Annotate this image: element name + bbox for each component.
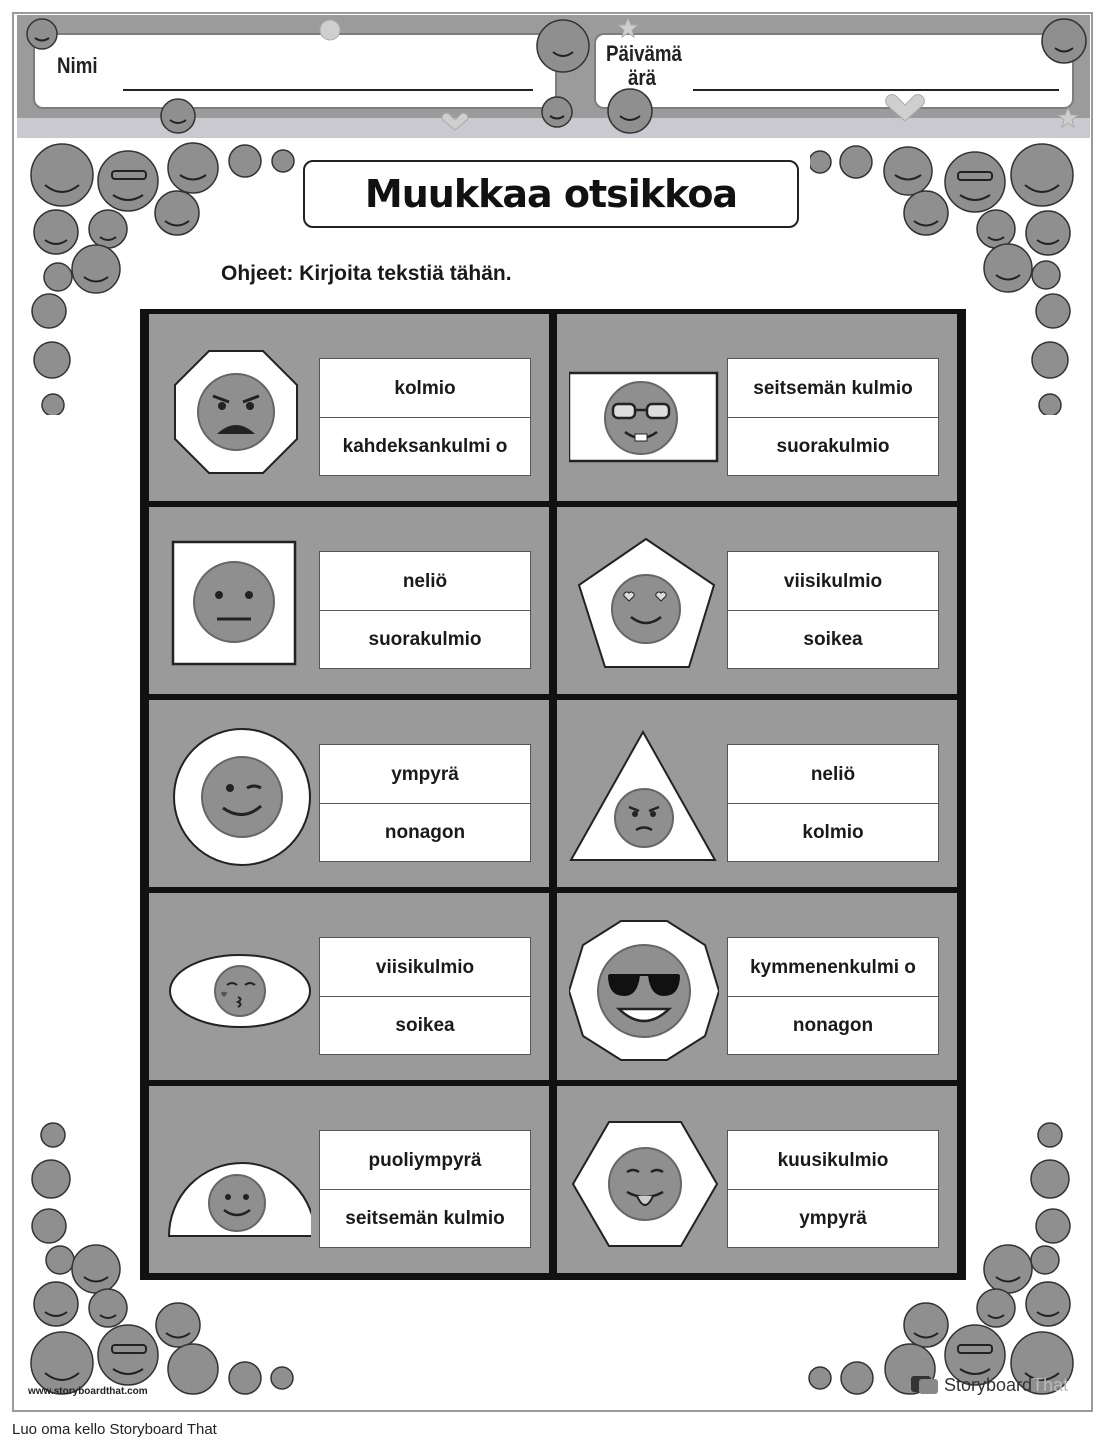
option-2[interactable]: suorakulmio: [320, 610, 530, 668]
sunglasses-face-icon: [34, 1282, 78, 1326]
answer-options: [319, 358, 531, 476]
shape-figure: [569, 915, 719, 1065]
sad-face-icon: [44, 263, 72, 291]
laughing-face-icon: [1011, 144, 1073, 206]
winking-face-icon: [984, 1245, 1032, 1293]
smiling-face-icon: [977, 1289, 1015, 1327]
shape-figure: [569, 1108, 719, 1258]
option-2[interactable]: ympyrä: [728, 1189, 938, 1247]
nerd-face-icon: [605, 382, 677, 454]
shape-figure: [161, 529, 311, 679]
winking-face-icon: [984, 244, 1032, 292]
card-square: [149, 507, 549, 694]
winking-face-icon: [202, 757, 282, 837]
title-box[interactable]: [303, 160, 799, 228]
name-label: Nimi: [57, 53, 98, 78]
answer-options: [727, 1130, 939, 1248]
card-hexagon: [557, 1086, 957, 1273]
nerd-face-icon: [608, 89, 652, 133]
answer-options: [319, 1130, 531, 1248]
kissing-face-icon: [1038, 1123, 1062, 1147]
heart-eyes-face-icon: [884, 147, 932, 195]
footer-url[interactable]: www.storyboardthat.com: [28, 1386, 148, 1397]
option-1[interactable]: kolmio: [394, 377, 456, 399]
sunglasses-face-icon: [598, 945, 690, 1037]
answer-options: [727, 358, 939, 476]
option-2[interactable]: soikea: [320, 996, 530, 1054]
storyboardthat-logo[interactable]: [910, 1374, 1068, 1396]
heart-eyes-face-icon: [168, 143, 218, 193]
kissing-face-icon: [32, 1160, 70, 1198]
option-1[interactable]: viisikulmio: [375, 956, 475, 978]
answer-options: [319, 937, 531, 1055]
shape-match-grid: [140, 309, 966, 1280]
surprised-face-icon: [32, 294, 66, 328]
smiling-face-icon: [89, 1289, 127, 1327]
option-1[interactable]: neliö: [810, 763, 856, 785]
sad-face-icon: [1031, 1246, 1059, 1274]
sunglasses-face-icon: [27, 19, 57, 49]
laughing-face-icon: [31, 1332, 93, 1394]
shape-figure: [161, 1108, 311, 1258]
shape-figure: [569, 722, 719, 872]
answer-options: [319, 551, 531, 669]
smiling-face-icon: [840, 146, 872, 178]
sad-face-icon: [46, 1246, 74, 1274]
grinning-face-icon: [904, 191, 948, 235]
shape-figure: [569, 336, 719, 486]
card-rectangle: [557, 314, 957, 501]
brand-faded: That: [1032, 1374, 1069, 1395]
winking-face-icon: [72, 245, 120, 293]
smiling-face-icon: [841, 1362, 873, 1394]
date-label-line2: ärä: [628, 65, 657, 90]
page-caption: Luo oma kello Storyboard That: [12, 1421, 217, 1438]
smiling-face-icon: [209, 1175, 265, 1231]
option-2[interactable]: kolmio: [728, 803, 938, 861]
speech-bubble-icon: [910, 1374, 940, 1396]
neutral-face-icon: [271, 1367, 293, 1389]
neutral-face-icon: [810, 151, 831, 173]
card-semicircle: [149, 1086, 549, 1273]
smiling-face-icon: [977, 210, 1015, 248]
kissing-face-icon: [42, 394, 64, 415]
heart-eyes-face-icon: [1042, 19, 1086, 63]
smiling-face-icon: [229, 1362, 261, 1394]
card-decagon: [557, 893, 957, 1080]
nerd-face-icon: [98, 151, 158, 211]
option-2[interactable]: soikea: [728, 610, 938, 668]
card-oval: [149, 893, 549, 1080]
shape-figure: [161, 915, 311, 1065]
heart-icon: [886, 95, 925, 121]
sunglasses-face-icon: [1026, 211, 1070, 255]
option-1[interactable]: ympyrä: [391, 763, 459, 785]
card-triangle: [557, 700, 957, 887]
option-2[interactable]: kahdeksankulmi o: [320, 417, 530, 475]
kissing-face-icon: [34, 342, 70, 378]
grinning-face-icon: [904, 1303, 948, 1347]
laughing-face-icon: [31, 144, 93, 206]
kissing-face-icon: [1032, 342, 1068, 378]
date-label-line1: Päivämä: [606, 41, 682, 66]
option-1[interactable]: kymmenenkulmi o: [750, 956, 916, 978]
answer-options: [727, 551, 939, 669]
neutral-face-icon: [272, 150, 294, 172]
answer-options: [727, 937, 939, 1055]
angry-face-icon: [615, 789, 673, 847]
smiling-face-icon: [229, 145, 261, 177]
smiling-face-icon: [89, 210, 127, 248]
brand-main: Storyboard: [944, 1374, 1033, 1395]
answer-options: [319, 744, 531, 862]
shape-figure: [161, 722, 311, 872]
sad-face-icon: [1032, 261, 1060, 289]
surprised-face-icon: [1036, 294, 1070, 328]
kissing-face-icon: [215, 966, 265, 1016]
card-octagon: [149, 314, 549, 501]
surprised-face-icon: [32, 1209, 66, 1243]
header-decorations: [0, 0, 1107, 140]
grinning-face-icon: [155, 191, 199, 235]
option-2[interactable]: suorakulmio: [728, 417, 938, 475]
neutral-face-icon: [194, 562, 274, 642]
page-title: Muukkaa otsikkoa: [364, 172, 738, 216]
tongue-out-face-icon: [609, 1148, 681, 1220]
nerd-face-icon: [98, 1325, 158, 1385]
heart-eyes-face-icon: [612, 575, 680, 643]
answer-options: [727, 744, 939, 862]
card-circle: [149, 700, 549, 887]
star-icon: [1058, 108, 1078, 127]
heart-eyes-face-icon: [168, 1344, 218, 1394]
heart-icon: [442, 113, 468, 130]
option-2[interactable]: nonagon: [320, 803, 530, 861]
kissing-face-icon: [1031, 1160, 1069, 1198]
kissing-face-icon: [1039, 394, 1061, 415]
option-1[interactable]: kuusikulmio: [777, 1149, 889, 1171]
sunglasses-face-icon: [34, 210, 78, 254]
angry-face-icon: [198, 374, 274, 450]
star-icon: [618, 18, 638, 37]
option-1[interactable]: puoliympyrä: [368, 1149, 482, 1171]
option-2[interactable]: seitsemän kulmio: [320, 1189, 530, 1247]
option-1[interactable]: neliö: [402, 570, 448, 592]
smiling-face-icon: [161, 99, 195, 133]
kissing-face-icon: [41, 1123, 65, 1147]
option-2[interactable]: nonagon: [728, 996, 938, 1054]
smiling-face-icon: [542, 97, 572, 127]
shape-figure: [569, 529, 719, 679]
nerd-face-icon: [537, 20, 589, 72]
option-1[interactable]: viisikulmio: [783, 570, 883, 592]
instructions-text: Ohjeet: Kirjoita tekstiä tähän.: [221, 262, 512, 285]
neutral-face-icon: [809, 1367, 831, 1389]
grinning-face-icon: [156, 1303, 200, 1347]
nerd-face-icon: [945, 152, 1005, 212]
surprised-face-icon: [1036, 1209, 1070, 1243]
card-pentagon: [557, 507, 957, 694]
sunglasses-face-icon: [1026, 1282, 1070, 1326]
option-1[interactable]: seitsemän kulmio: [753, 377, 913, 399]
brand-text: [944, 1375, 1068, 1396]
winking-face-icon: [72, 1245, 120, 1293]
shape-figure: [161, 336, 311, 486]
